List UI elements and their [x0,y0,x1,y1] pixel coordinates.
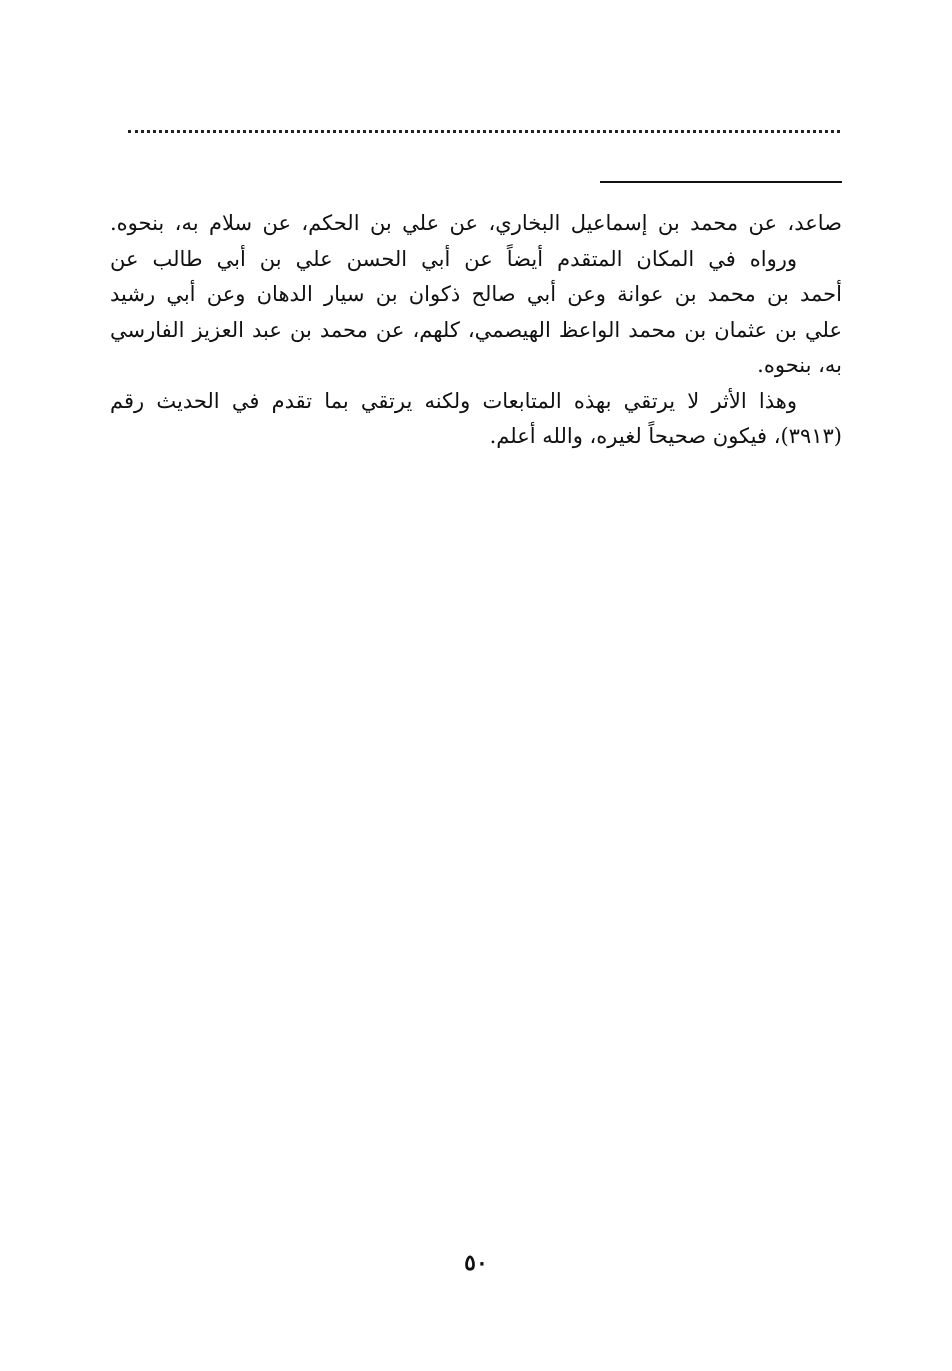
footnote-text [110,206,842,455]
text-line-7: (٣٩١٣)، فيكون صحيحاً لغيره، والله أعلم. [489,424,842,448]
footnote-separator-line [600,181,842,183]
paragraph-3 [110,384,842,455]
page-number: ٥٠ [464,1250,488,1276]
text-line-4: علي بن عثمان بن محمد الواعظ الهيصمي، كلهم، عن محمد بن عبد العزيز الفارسي [110,317,842,342]
paragraph-1 [110,206,842,242]
text-line-2: ورواه في المكان المتقدم أيضاً عن أبي الحسن علي بن أبي طالب عن [110,246,797,271]
text-line-6: وهذا الأثر لا يرتقي بهذه المتابعات ولكنه يرتقي بما تقدم في الحديث رقم [110,388,797,413]
text-line-3: أحمد بن محمد بن عوانة وعن أبي صالح ذكوان بن سيار الدهان وعن أبي رشيد [110,282,842,306]
paragraph-2 [110,242,842,384]
text-line-5: به، بنحوه. [757,353,842,377]
dotted-separator [128,130,840,133]
text-line-1: صاعد، عن محمد بن إسماعيل البخاري، عن علي بن الحكم، عن سلام به، بنحوه. [110,211,842,235]
